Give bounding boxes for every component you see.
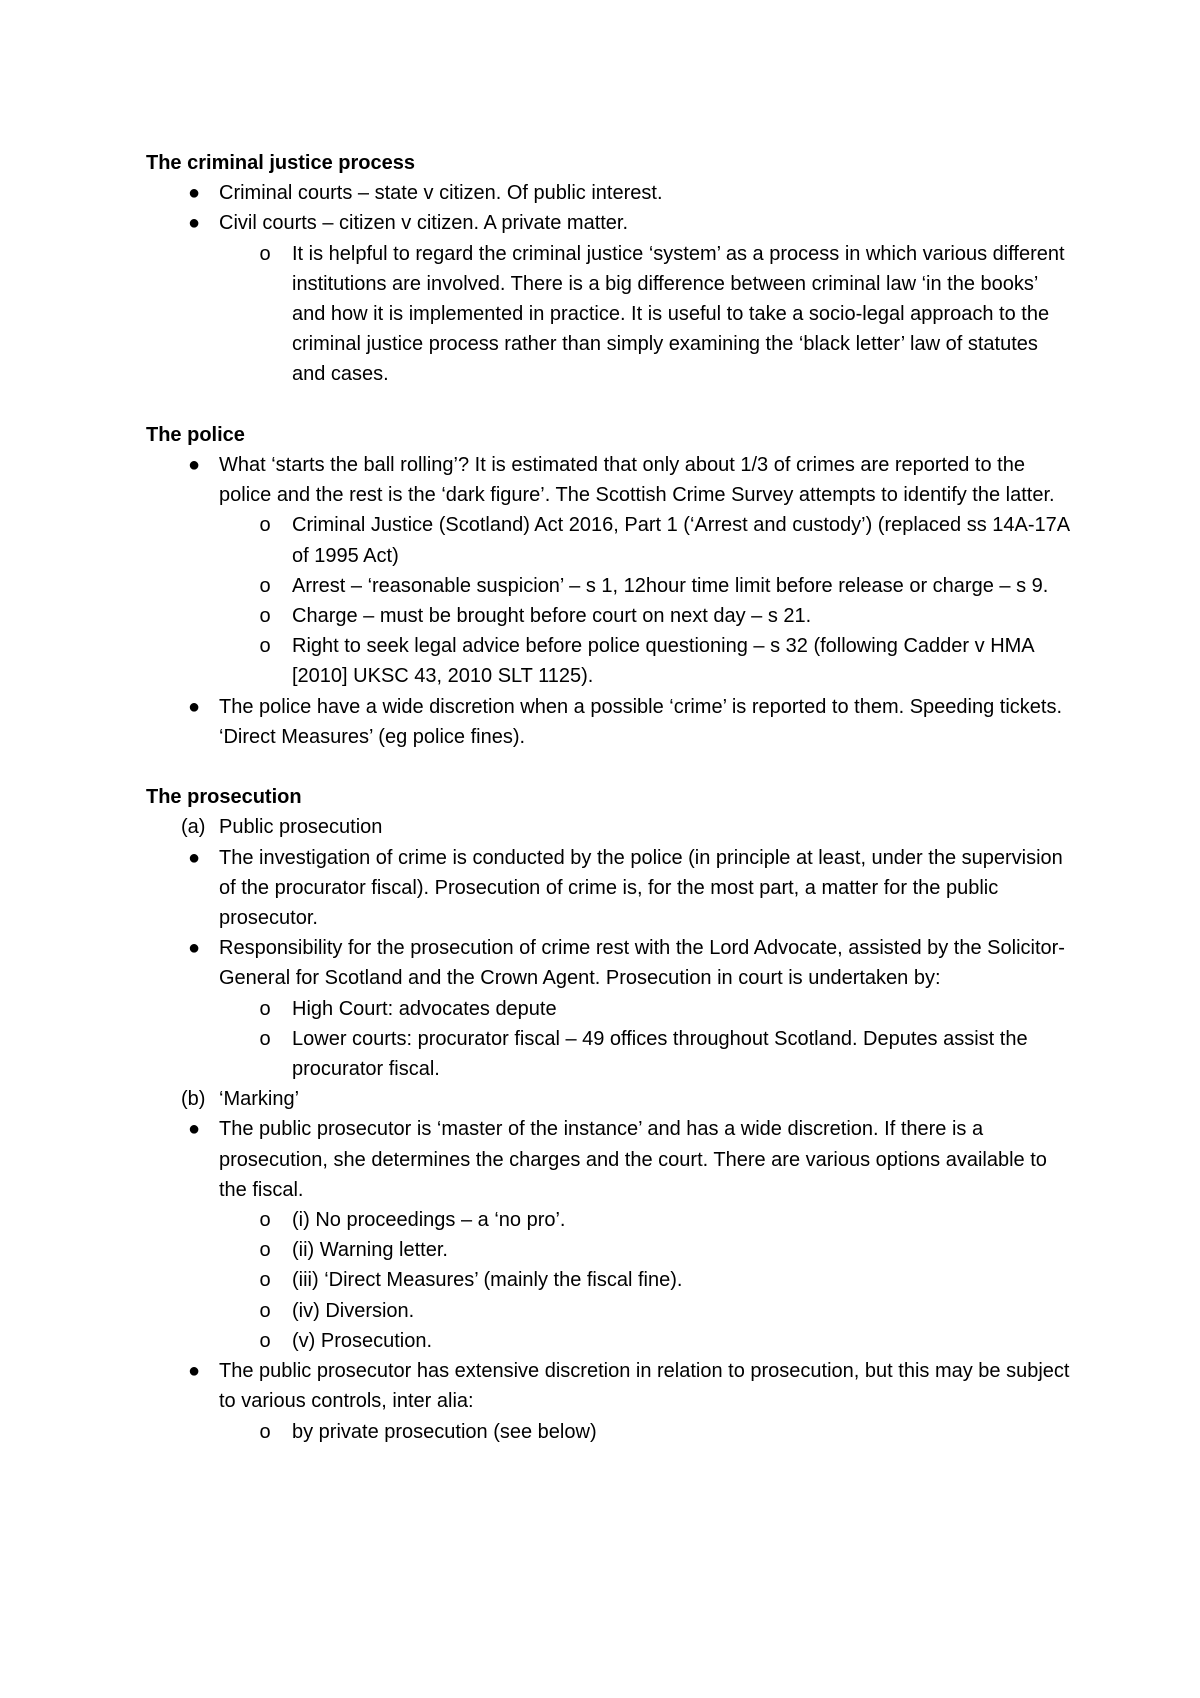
- bullet-icon: ●: [187, 1360, 201, 1383]
- list-item-text: What ‘starts the ball rolling’? It is estimated that only about 1/3 of crimes are reported to the police and the rest is the ‘dark figure’. The Scottish Crime Survey attempts to identify the latter.: [219, 454, 1055, 507]
- heading-criminal-justice-process: The criminal justice process: [146, 152, 415, 174]
- sub-list-item-text: Criminal Justice (Scotland) Act 2016, Part 1 (‘Arrest and custody’) (replaced ss 14A-17A of 1995 Act): [292, 514, 1070, 567]
- bullet-icon: ●: [187, 454, 201, 477]
- sub-list-item: [146, 631, 1076, 691]
- paragraph-spacer: [146, 752, 1076, 782]
- sub-list-item: [146, 1235, 1076, 1265]
- list-item: [146, 450, 1076, 510]
- list-item: [146, 1114, 1076, 1205]
- list-item-text: Criminal courts – state v citizen. Of public interest.: [219, 182, 663, 205]
- sub-list-item: [146, 1265, 1076, 1295]
- circle-bullet-icon: o: [259, 242, 271, 265]
- letter-label: (a): [181, 816, 206, 839]
- circle-bullet-icon: o: [259, 514, 271, 537]
- circle-bullet-icon: o: [259, 605, 271, 628]
- circle-bullet-icon: o: [259, 1239, 271, 1262]
- bullet-icon: ●: [187, 1118, 201, 1141]
- circle-bullet-icon: o: [259, 1269, 271, 1292]
- list-item: [146, 692, 1076, 752]
- bullet-icon: ●: [187, 695, 201, 718]
- circle-bullet-icon: o: [259, 1299, 271, 1322]
- sub-list-item: [146, 1417, 1076, 1447]
- list-item-text: The police have a wide discretion when a possible ‘crime’ is reported to them. Speeding tickets. ‘Direct Measures’ (eg police fines).: [219, 695, 1063, 748]
- sub-list-item-text: Arrest – ‘reasonable suspicion’ – s 1, 12hour time limit before release or charge – s 9.: [292, 574, 1049, 597]
- lettered-subheading: [146, 812, 1076, 842]
- list-item: [146, 1356, 1076, 1416]
- document-body: [146, 148, 1076, 1447]
- sub-list-item-text: by private prosecution (see below): [292, 1420, 597, 1443]
- sub-list-item: [146, 1024, 1076, 1084]
- list-item: [146, 933, 1076, 993]
- sub-list-item-text: High Court: advocates depute: [292, 997, 557, 1020]
- sub-list-item: [146, 1296, 1076, 1326]
- sub-list-item: [146, 601, 1076, 631]
- circle-bullet-icon: o: [259, 1027, 271, 1050]
- circle-bullet-icon: o: [259, 1420, 271, 1443]
- sub-list-item-text: Charge – must be brought before court on next day – s 21.: [292, 605, 812, 628]
- letter-label: (b): [181, 1088, 206, 1111]
- bullet-icon: ●: [187, 846, 201, 869]
- subheading-text: Public prosecution: [219, 816, 383, 839]
- sub-list-item-text: Lower courts: procurator fiscal – 49 offices throughout Scotland. Deputes assist the procurator fiscal.: [292, 1027, 1028, 1081]
- paragraph-spacer: [146, 390, 1076, 420]
- circle-bullet-icon: o: [259, 635, 271, 658]
- bullet-icon: ●: [187, 937, 201, 960]
- list-item-text: The public prosecutor is ‘master of the instance’ and has a wide discretion. If there is a prosecution, she determines the charges and the court. There are various options available to the fiscal.: [219, 1118, 1047, 1201]
- circle-bullet-icon: o: [259, 1329, 271, 1352]
- list-item-text: Responsibility for the prosecution of crime rest with the Lord Advocate, assisted by the Solicitor-General for Scotland and the Crown Agent. Prosecution in court is undertaken by:: [219, 937, 1065, 990]
- sub-list-item: [146, 239, 1076, 390]
- sub-list-item-text: It is helpful to regard the criminal justice ‘system’ as a process in which various different institutions are involved. There is a big difference between criminal law ‘in the books’ and how it is implemented in practice. It is useful to take a socio-legal approach to the criminal justice process rather than simply examining the ‘black letter’ law of statutes and cases.: [292, 242, 1065, 386]
- circle-bullet-icon: o: [259, 997, 271, 1020]
- sub-list-item: [146, 1205, 1076, 1235]
- heading-police: The police: [146, 423, 245, 446]
- list-item: [146, 843, 1076, 934]
- sub-list-item-text: (iv) Diversion.: [292, 1299, 415, 1322]
- sub-list-item-text: Right to seek legal advice before police questioning – s 32 (following Cadder v HMA [2010] UKSC 43, 2010 SLT 1125).: [292, 635, 1034, 688]
- sub-list-item: [146, 1326, 1076, 1356]
- bullet-icon: ●: [187, 182, 201, 205]
- list-item-text: Civil courts – citizen v citizen. A private matter.: [219, 212, 629, 235]
- subheading-text: ‘Marking’: [219, 1088, 300, 1111]
- sub-list-item-text: (i) No proceedings – a ‘no pro’.: [292, 1209, 566, 1232]
- circle-bullet-icon: o: [259, 1209, 271, 1232]
- list-item: [146, 178, 1076, 208]
- sub-list-item: [146, 994, 1076, 1024]
- sub-list-item-text: (v) Prosecution.: [292, 1329, 433, 1352]
- list-item-text: The investigation of crime is conducted by the police (in principle at least, under the supervision of the procurator fiscal). Prosecution of crime is, for the most part, a matter for the public prosecutor.: [219, 846, 1063, 930]
- list-item-text: The public prosecutor has extensive discretion in relation to prosecution, but this may be subject to various controls, inter alia:: [219, 1360, 1070, 1413]
- sub-list-item-text: (iii) ‘Direct Measures’ (mainly the fiscal fine).: [292, 1269, 683, 1292]
- circle-bullet-icon: o: [259, 574, 271, 597]
- sub-list-item: [146, 510, 1076, 570]
- heading-prosecution: The prosecution: [146, 786, 302, 809]
- sub-list-item: [146, 571, 1076, 601]
- bullet-icon: ●: [187, 212, 201, 235]
- sub-list-item-text: (ii) Warning letter.: [292, 1239, 448, 1262]
- list-item: [146, 208, 1076, 238]
- lettered-subheading: [146, 1084, 1076, 1114]
